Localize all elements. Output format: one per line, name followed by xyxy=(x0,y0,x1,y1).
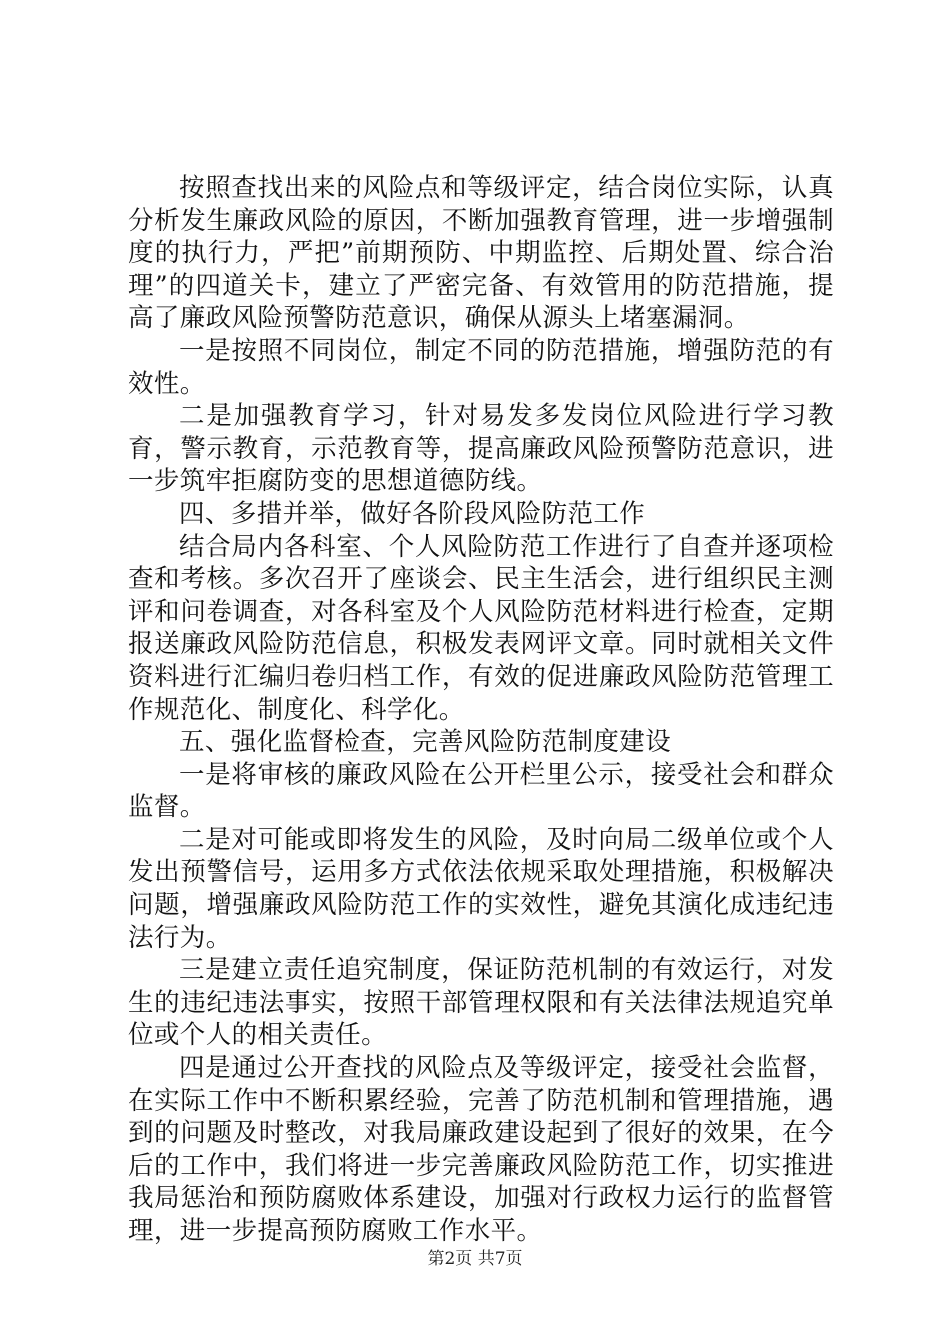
page-number-footer: 第2页 共7页 xyxy=(427,1249,523,1269)
document-body xyxy=(128,172,834,1248)
section-heading-four: 四、多措并举，做好各阶段风险防范工作 xyxy=(179,498,646,529)
paragraph-early-warning: 二是对可能或即将发生的风险，及时向局二级单位或个人发出预警信号，运用多方式依法依规采取处理措施，积极解决问题，增强廉政风险防范工作的实效性，避免其演化成违纪违法行为。 xyxy=(128,824,834,953)
paragraph-summary: 四是通过公开查找的风险点及等级评定，接受社会监督，在实际工作中不断积累经验，完善了防范机制和管理措施，遇到的问题及时整改，对我局廉政建设起到了很好的效果，在今后的工作中，我们将进一步完善廉政风险防范工作，切实推进我局惩治和预防腐败体系建设，加强对行政权力运行的监督管理，进一步提高预防腐败工作水平。 xyxy=(128,1053,834,1246)
paragraph-self-inspection: 结合局内各科室、个人风险防范工作进行了自查并逐项检查和考核。多次召开了座谈会、民主生活会，进行组织民主测评和问卷调查，对各科室及个人风险防范材料进行检查，定期报送廉政风险防范信息，积极发表网评文章。同时就相关文件资料进行汇编归卷归档工作，有效的促进廉政风险防范管理工作规范化、制度化、科学化。 xyxy=(128,531,834,725)
section-heading-five: 五、强化监督检查，完善风险防范制度建设 xyxy=(179,727,672,758)
paragraph-public-notice: 一是将审核的廉政风险在公开栏里公示，接受社会和群众监督。 xyxy=(128,759,834,823)
paragraph-item-two: 二是加强教育学习，针对易发多发岗位风险进行学习教育，警示教育，示范教育等，提高廉政风险预警防范意识，进一步筑牢拒腐防变的思想道德防线。 xyxy=(128,401,834,497)
paragraph-accountability: 三是建立责任追究制度，保证防范机制的有效运行，对发生的违纪违法事实，按照干部管理权限和有关法律法规追究单位或个人的相关责任。 xyxy=(128,955,834,1051)
paragraph-risk-measures-intro: 按照查找出来的风险点和等级评定，结合岗位实际，认真分析发生廉政风险的原因，不断加强教育管理，进一步增强制度的执行力，严把”前期预防、中期监控、后期处置、综合治理”的四道关卡，建立了严密完备、有效管用的防范措施，提高了廉政风险预警防范意识，确保从源头上堵塞漏洞。 xyxy=(128,173,834,334)
paragraph-item-one: 一是按照不同岗位，制定不同的防范措施，增强防范的有效性。 xyxy=(128,335,834,399)
